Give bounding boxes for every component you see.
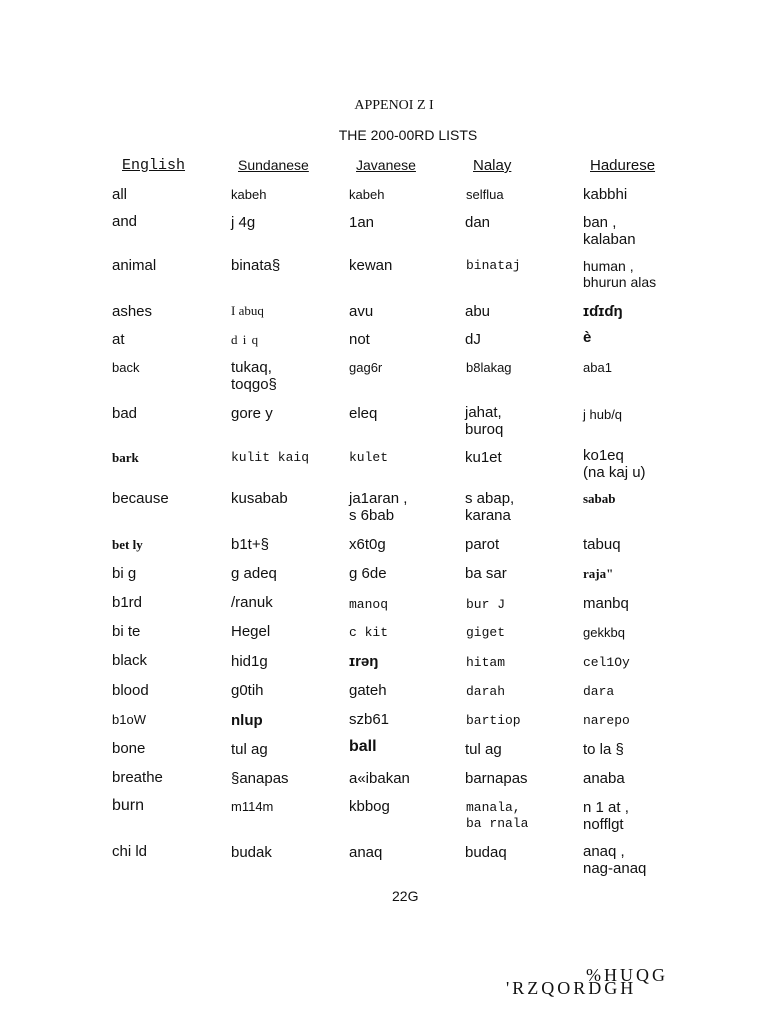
cell-javanese: c kit (349, 625, 389, 640)
cell-nalay: abu (465, 303, 491, 320)
cell-english: because (112, 490, 169, 507)
cell-sundanese: kabeh (231, 187, 267, 202)
cell-javanese: not (349, 331, 370, 348)
cell-sundanese: gore y (231, 405, 273, 422)
cell-hadurese: j hub/q (583, 407, 623, 422)
cell-hadurese: anaba (583, 770, 625, 787)
cell-javanese: kulet (349, 450, 389, 465)
cell-sundanese: g0tih (231, 682, 264, 699)
cell-nalay: darah (466, 684, 506, 699)
cell-javanese: ɪrəŋ (349, 653, 379, 670)
cell-javanese: ball (349, 738, 377, 755)
cell-nalay: giget (466, 625, 506, 640)
cell-sundanese: b1t+§ (231, 536, 269, 553)
cell-hadurese: raja" (583, 566, 614, 581)
cell-javanese: 1an (349, 214, 375, 231)
header-english: English (122, 157, 186, 174)
cell-english: burn (112, 797, 145, 814)
cell-javanese: gateh (349, 682, 387, 699)
cell-english: back (112, 360, 140, 375)
cell-nalay: ba sar (465, 565, 507, 582)
cell-sundanese: kulit kaiq (231, 450, 310, 465)
cell-sundanese: tul ag (231, 741, 268, 758)
cell-english: animal (112, 257, 157, 274)
cell-english: bark (112, 450, 139, 465)
cell-javanese: avu (349, 303, 374, 320)
cell-english: at (112, 331, 125, 348)
cell-english: bi g (112, 565, 137, 582)
header-javanese: Javanese (356, 157, 416, 173)
cell-english: bet ly (112, 537, 143, 552)
cell-english: black (112, 652, 148, 669)
cell-nalay: selflua (466, 187, 504, 202)
cell-javanese: kewan (349, 257, 393, 274)
cell-sundanese: hid1g (231, 653, 268, 670)
cell-english: bad (112, 405, 138, 422)
header-nalay: Nalay (473, 157, 512, 174)
cell-nalay: budaq (465, 844, 507, 861)
cell-hadurese: n 1 at , nofflgt (583, 799, 629, 833)
cell-sundanese: kusabab (231, 490, 288, 507)
cell-nalay: hitam (466, 655, 506, 670)
cell-nalay: b8lakag (466, 360, 512, 375)
cell-hadurese: cel1Oy (583, 655, 630, 670)
page-number: 22G (392, 888, 419, 904)
cell-sundanese: binata§ (231, 257, 281, 274)
appendix-title: APPENOI Z I (354, 98, 434, 113)
cell-english: b1oW (112, 712, 146, 727)
cell-javanese: kabeh (349, 187, 385, 202)
cell-hadurese: dara (583, 684, 615, 699)
cell-sundanese: I abuq (231, 303, 264, 318)
cell-hadurese: ɪɗɪɗŋ (583, 303, 623, 320)
cell-hadurese: aba1 (583, 360, 612, 375)
cell-nalay: dan (465, 214, 491, 231)
cell-nalay: bartiop (466, 713, 521, 728)
cell-sundanese: d i q (231, 332, 260, 347)
cell-hadurese: narepo (583, 713, 630, 728)
cell-english: blood (112, 682, 149, 699)
cell-javanese: szb61 (349, 711, 390, 728)
cell-sundanese: tukaq, toqgo§ (231, 359, 277, 393)
cell-javanese: anaq (349, 844, 383, 861)
cell-english: and (112, 213, 138, 230)
cell-nalay: ku1et (465, 449, 502, 466)
cell-nalay: dJ (465, 331, 481, 348)
cell-sundanese: nlup (231, 712, 263, 729)
cell-english: chi ld (112, 843, 148, 860)
cell-english: b1rd (112, 594, 143, 611)
stamp-text-line1: %HUQG (586, 965, 668, 985)
cell-javanese: ja1aran , s 6bab (349, 490, 408, 524)
cell-hadurese: to la § (583, 741, 624, 758)
header-sundanese: Sundanese (238, 157, 309, 173)
cell-sundanese: budak (231, 844, 272, 861)
cell-nalay: s abap, karana (465, 490, 515, 524)
cell-nalay: jahat, buroq (465, 404, 504, 438)
cell-english: bone (112, 740, 146, 757)
cell-hadurese: kabbhi (583, 186, 628, 203)
cell-nalay: binataj (466, 258, 521, 273)
cell-javanese: kbbog (349, 798, 390, 815)
cell-english: breathe (112, 769, 163, 786)
cell-nalay: bur J (466, 597, 506, 612)
cell-hadurese: ko1eq (na kaj u) (583, 447, 646, 481)
header-hadurese: Hadurese (590, 157, 656, 174)
cell-english: all (112, 186, 128, 203)
cell-javanese: manoq (349, 597, 389, 612)
cell-sundanese: Hegel (231, 623, 271, 640)
cell-hadurese: human , bhurun alas (583, 258, 657, 290)
cell-javanese: g 6de (349, 565, 387, 582)
cell-nalay: barnapas (465, 770, 528, 787)
cell-hadurese: tabuq (583, 536, 621, 553)
cell-javanese: a«ibakan (349, 770, 410, 787)
cell-sundanese: m114m (231, 799, 274, 814)
cell-sundanese: §anapas (231, 770, 289, 787)
stamp-text-line2: 'RZQORDGH (506, 978, 637, 998)
cell-hadurese: gekkbq (583, 625, 625, 640)
cell-hadurese: ban , kalaban (583, 214, 636, 248)
cell-hadurese: sabab (583, 491, 616, 506)
cell-hadurese: manbq (583, 595, 629, 612)
cell-nalay: tul ag (465, 741, 502, 758)
cell-javanese: x6t0g (349, 536, 386, 553)
lists-title: THE 200-00RD LISTS (338, 127, 478, 143)
cell-sundanese: /ranuk (231, 594, 273, 611)
cell-hadurese: è (583, 329, 592, 346)
cell-javanese: gag6r (349, 360, 383, 375)
cell-sundanese: g adeq (231, 565, 277, 582)
cell-nalay: manala, ba rnala (466, 800, 529, 831)
cell-javanese: eleq (349, 405, 378, 422)
cell-hadurese: anaq , nag-anaq (583, 843, 647, 877)
cell-sundanese: j 4g (231, 214, 256, 231)
cell-english: ashes (112, 303, 153, 320)
cell-english: bi te (112, 623, 141, 640)
cell-nalay: parot (465, 536, 500, 553)
